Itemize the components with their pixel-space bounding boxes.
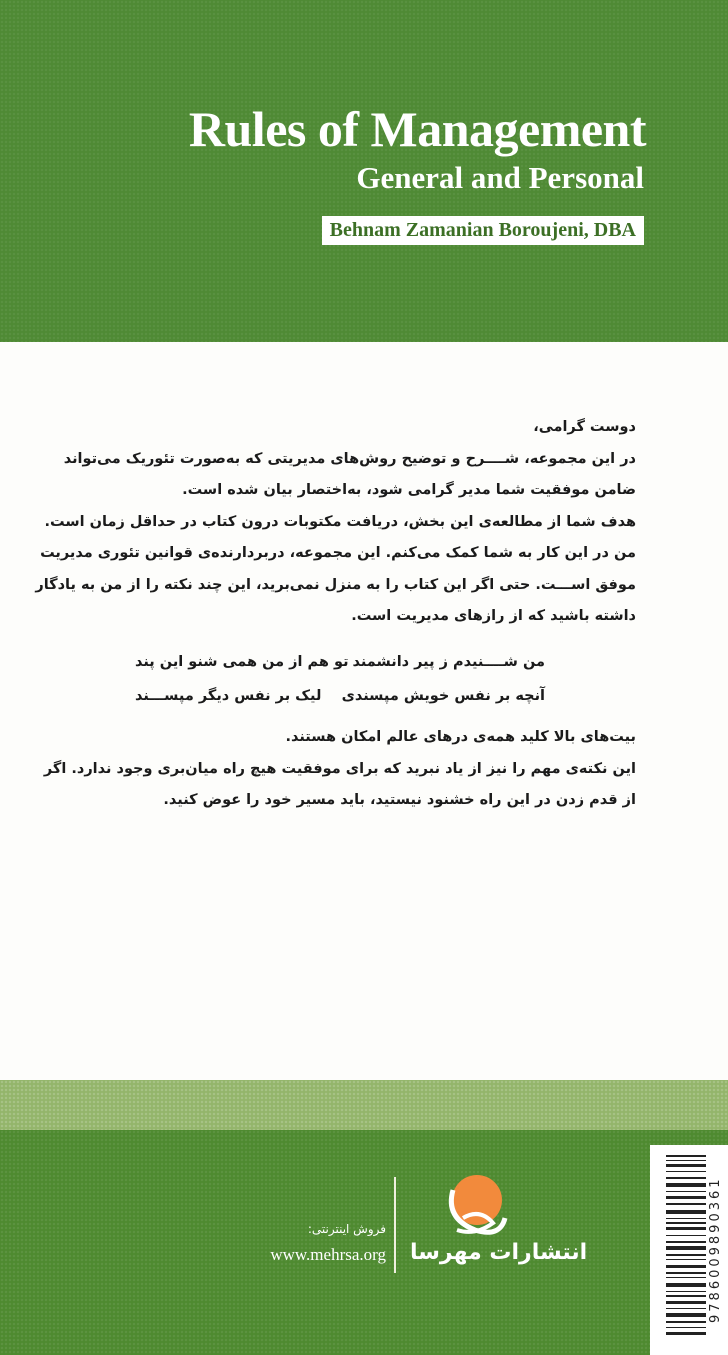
hemistich: آنچه بر نفس خویش مپسندی (341, 688, 545, 704)
divider (394, 1177, 396, 1273)
cover-header (0, 0, 728, 342)
text-line: در این مجموعه، شــــرح و توضیح روش‌های مدیریتی که به‌صورت تئوریک می‌تواند (63, 450, 636, 467)
poem-verse (135, 645, 545, 679)
poem (135, 645, 545, 713)
closing-text (16, 722, 636, 817)
publisher-name: انتشارات مهرسا (410, 1240, 588, 1265)
hemistich: تو هم از من همی شنو این پند (135, 654, 349, 670)
hemistich: لیک بر نفس دیگر مپســـند (135, 688, 322, 704)
publisher-url[interactable]: www.mehrsa.org (270, 1245, 386, 1264)
text-line: داشته باشید که از رازهای مدیریت است. (351, 608, 636, 624)
online-sales-label: فروش اینترنتی: (307, 1222, 386, 1236)
text-line: بیت‌های بالا کلید همه‌ی درهای عالم امکان هستند. (285, 729, 636, 745)
text-line: ضامن موفقیت شما مدیر گرامی شود، به‌اختصار بیان شده است. (182, 482, 636, 498)
book-title: Rules of Management (188, 101, 646, 157)
text-line: از قدم زدن در این راه خشنود نیستید، باید مسیر خود را عوض کنید. (163, 792, 636, 808)
isbn-barcode (650, 1145, 728, 1355)
text-line: این نکته‌ی مهم را نیز از یاد نبرید که برای موفقیت هیچ راه میان‌بری وجود ندارد. اگر (43, 760, 636, 777)
hemistich: من شــــنیدم ز پیر دانشمند (352, 654, 545, 670)
decorative-band (0, 1080, 728, 1130)
author-name: Behnam Zamanian Boroujeni, DBA (322, 216, 644, 245)
text-line: موفق اســـت. حتی اگر این کتاب را به منزل نمی‌برید، این چند نکته را از من به یادگار (35, 576, 636, 593)
isbn-number: 9786009890361 (708, 1176, 723, 1324)
poem-verse (135, 679, 545, 713)
text-line: دوست گرامی، (533, 419, 636, 435)
text-line: من در این کار به شما کمک می‌کنم. این مجموعه، دربردارنده‌ی قوانین تئوری مدیریت (40, 545, 636, 561)
intro-text (35, 412, 636, 633)
book-subtitle: General and Personal (356, 160, 644, 195)
text-line: هدف شما از مطالعه‌ی این بخش، دریافت مکتوبات درون کتاب در حداقل زمان است. (44, 513, 636, 530)
cover-footer (0, 1130, 728, 1355)
